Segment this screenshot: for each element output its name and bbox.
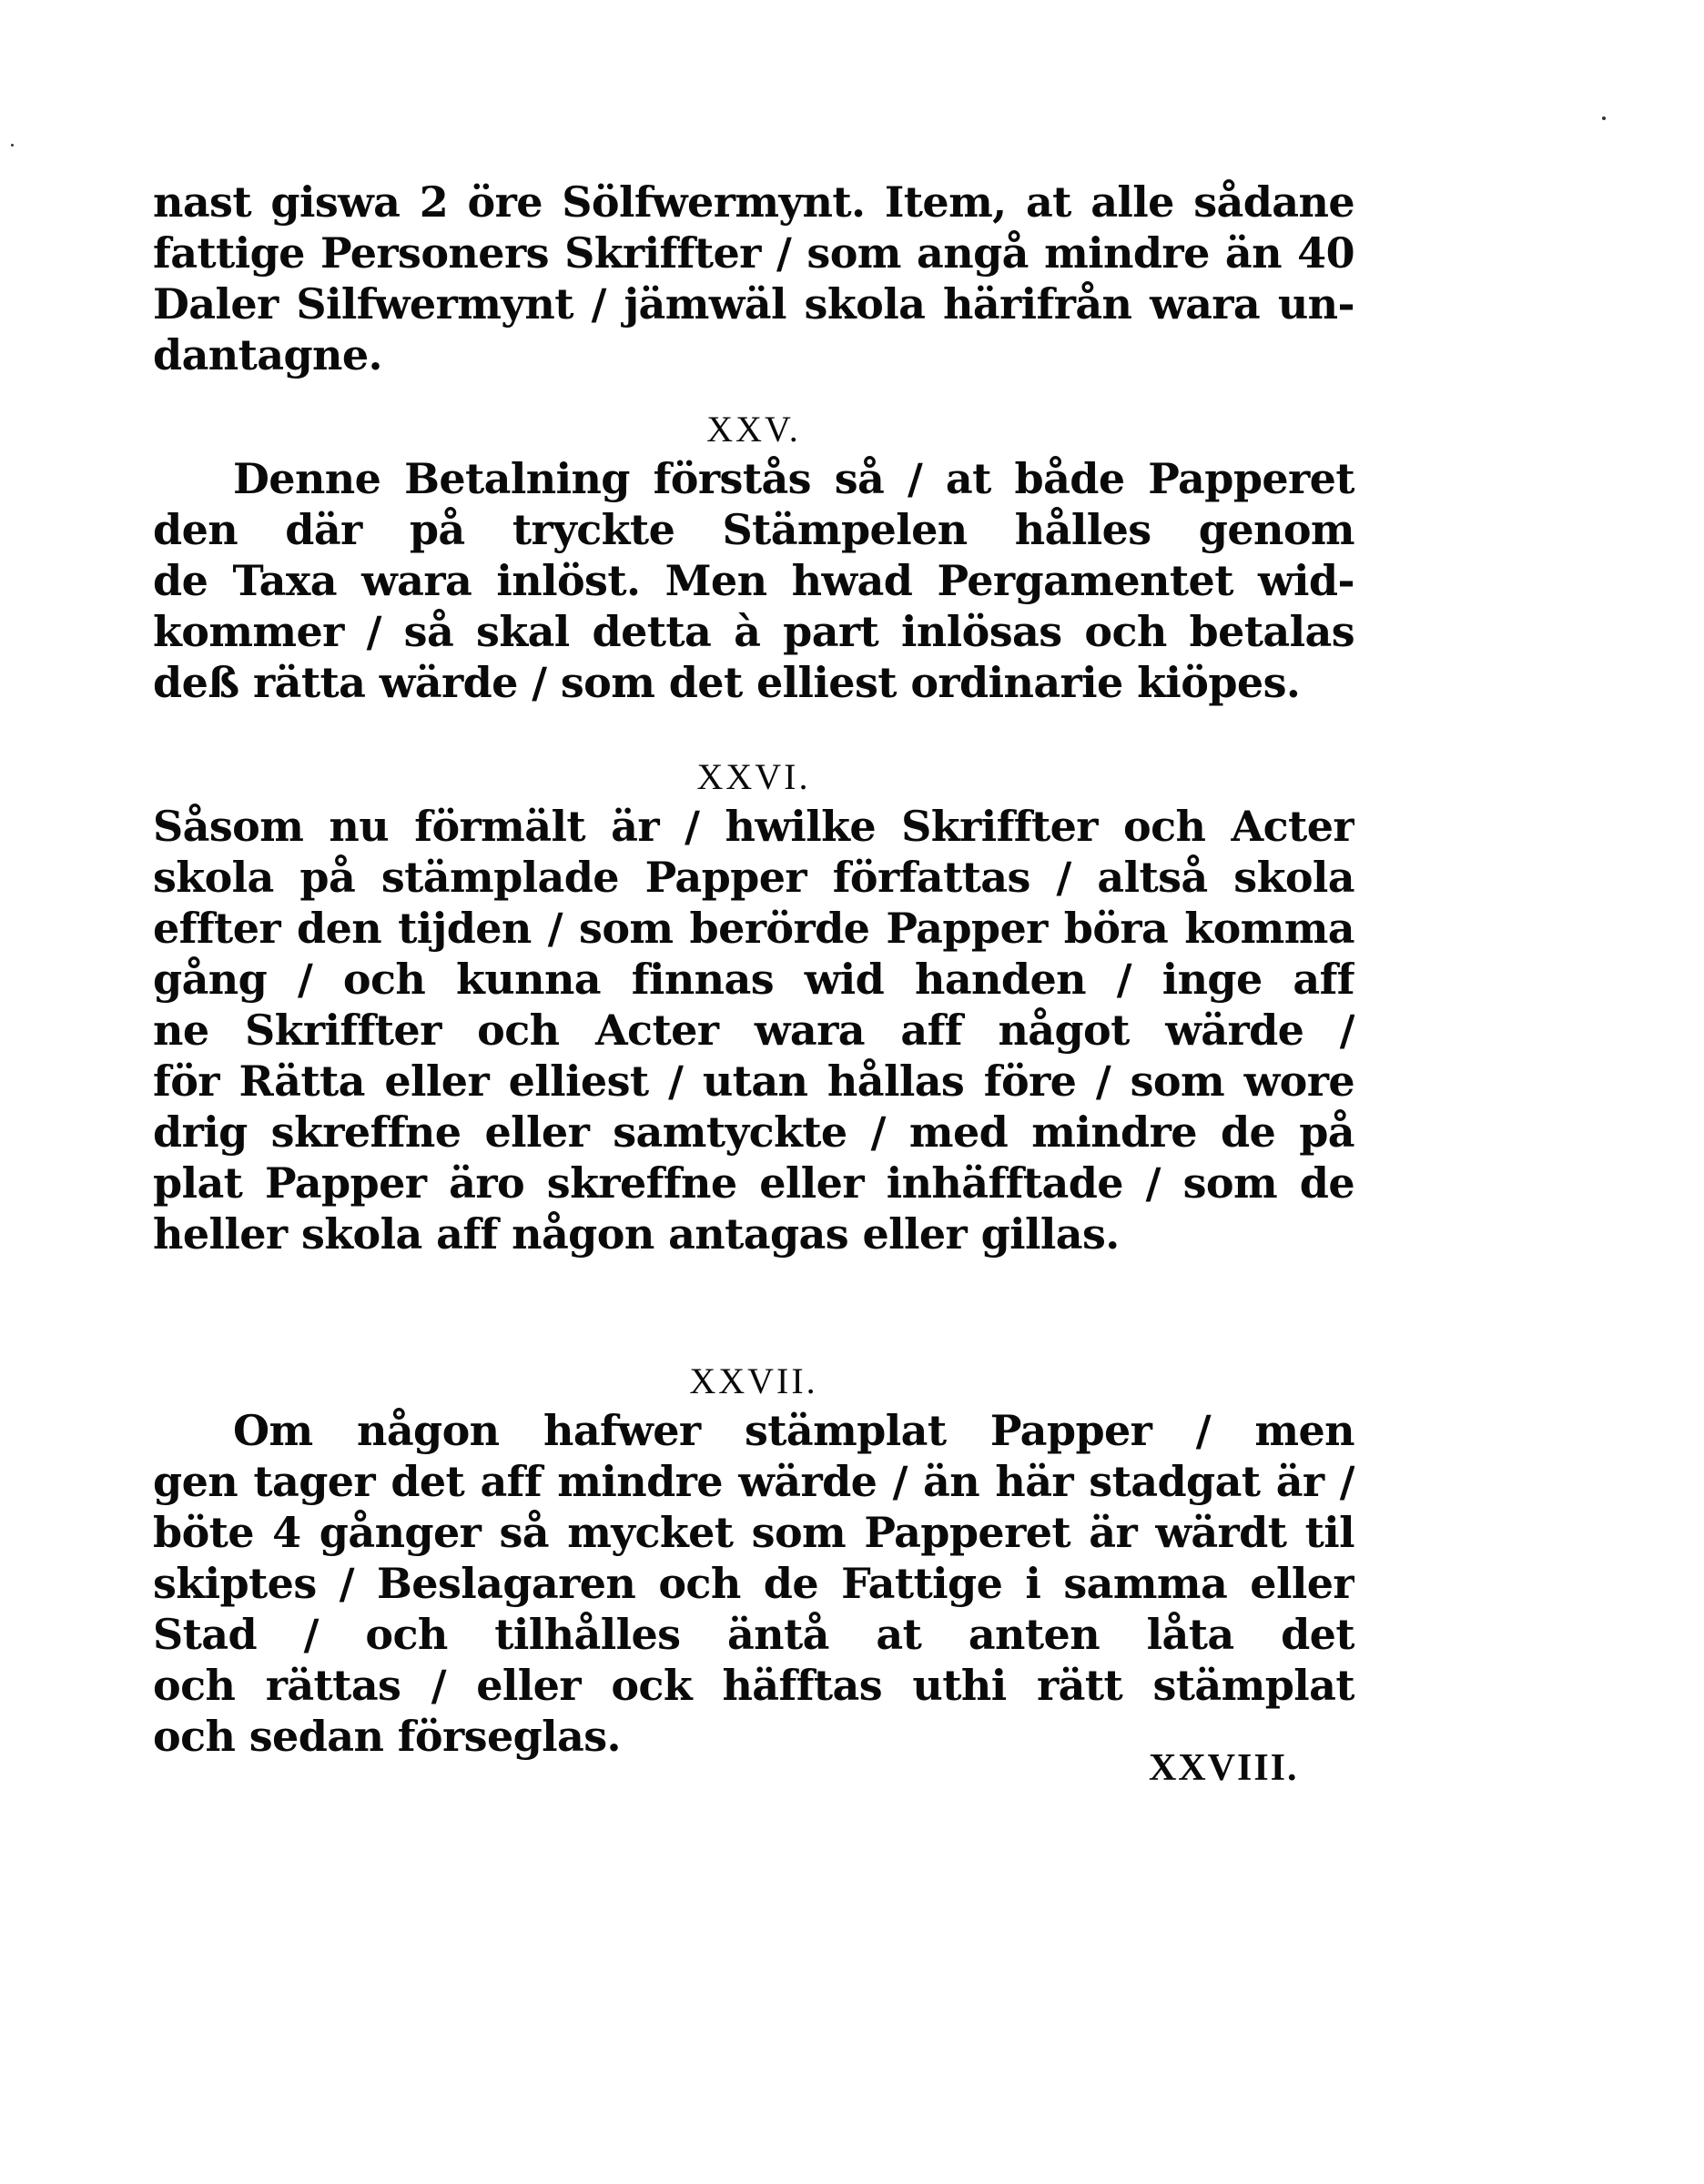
continued-paragraph [153,177,1354,380]
paper-speck [1602,116,1606,120]
text-line: gen tager det aff mindre wärde / än här stadgat är / [153,1457,1354,1506]
text-line: den där på tryckte Stämpelen hålles genom [153,505,1354,554]
section-heading: XXVI. [696,756,811,797]
text-line: skiptes / Beslagaren och de Fattige i samma eller [153,1559,1354,1608]
section-heading: XXV. [706,409,801,450]
text-line: böte 4 gånger så mycket som Papperet är wärdt til [153,1508,1354,1557]
text-line: för Rätta eller elliest / utan hållas före / som wore [153,1057,1354,1106]
text-line: ne Skriffter och Acter wara aff något wärde / [153,1006,1354,1055]
text-line: dantagne. [153,330,382,379]
text-line: fattige Personers Skriffter / som angå mindre än 40 [153,228,1354,278]
text-line: Daler Silfwermynt / jämwäl skola härifrån wara un- [153,279,1354,329]
text-line: deß rätta wärde / som det elliest ordinarie kiöpes. [153,658,1301,707]
text-line: Stad / och tilhålles äntå at anten låta det [153,1610,1354,1659]
catchword: XXVIII. [1149,1747,1299,1789]
text-line: de Taxa wara inlöst. Men hwad Pergamentet wid- [153,556,1354,605]
text-line: Denne Betalning förstås så / at både Papperet [233,454,1354,503]
text-line: Om någon hafwer stämplat Papper / men [233,1406,1354,1455]
text-line: effter den tijden / som berörde Papper böra komma [153,904,1354,953]
text-line: Såsom nu förmält är / hwilke Skriffter och Acter [153,802,1354,851]
text-line: och sedan förseglas. [153,1712,621,1761]
text-line: och rättas / eller ock häfftas uthi rätt stämplat [153,1661,1354,1710]
section-xxvii [153,1358,1354,1762]
section-xxvi [153,753,1354,1259]
text-line: nast giswa 2 öre Sölfwermynt. Item, at alle sådane [153,177,1354,227]
text-line: skola på stämplade Papper författas / altså skola [153,853,1354,902]
paper-speck [11,144,14,147]
text-line: plat Papper äro skreffne eller inhäfftade / som de [153,1158,1354,1208]
text-line: heller skola aff någon antagas eller gillas. [153,1209,1120,1259]
text-line: gång / och kunna finnas wid handen / inge aff [153,955,1354,1004]
text-line: drig skreffne eller samtyckte / med mindre de på [153,1107,1354,1157]
section-heading: XXVII. [689,1360,818,1401]
text-line: kommer / så skal detta à part inlösas och betalas [153,607,1354,656]
section-xxv [153,406,1354,708]
